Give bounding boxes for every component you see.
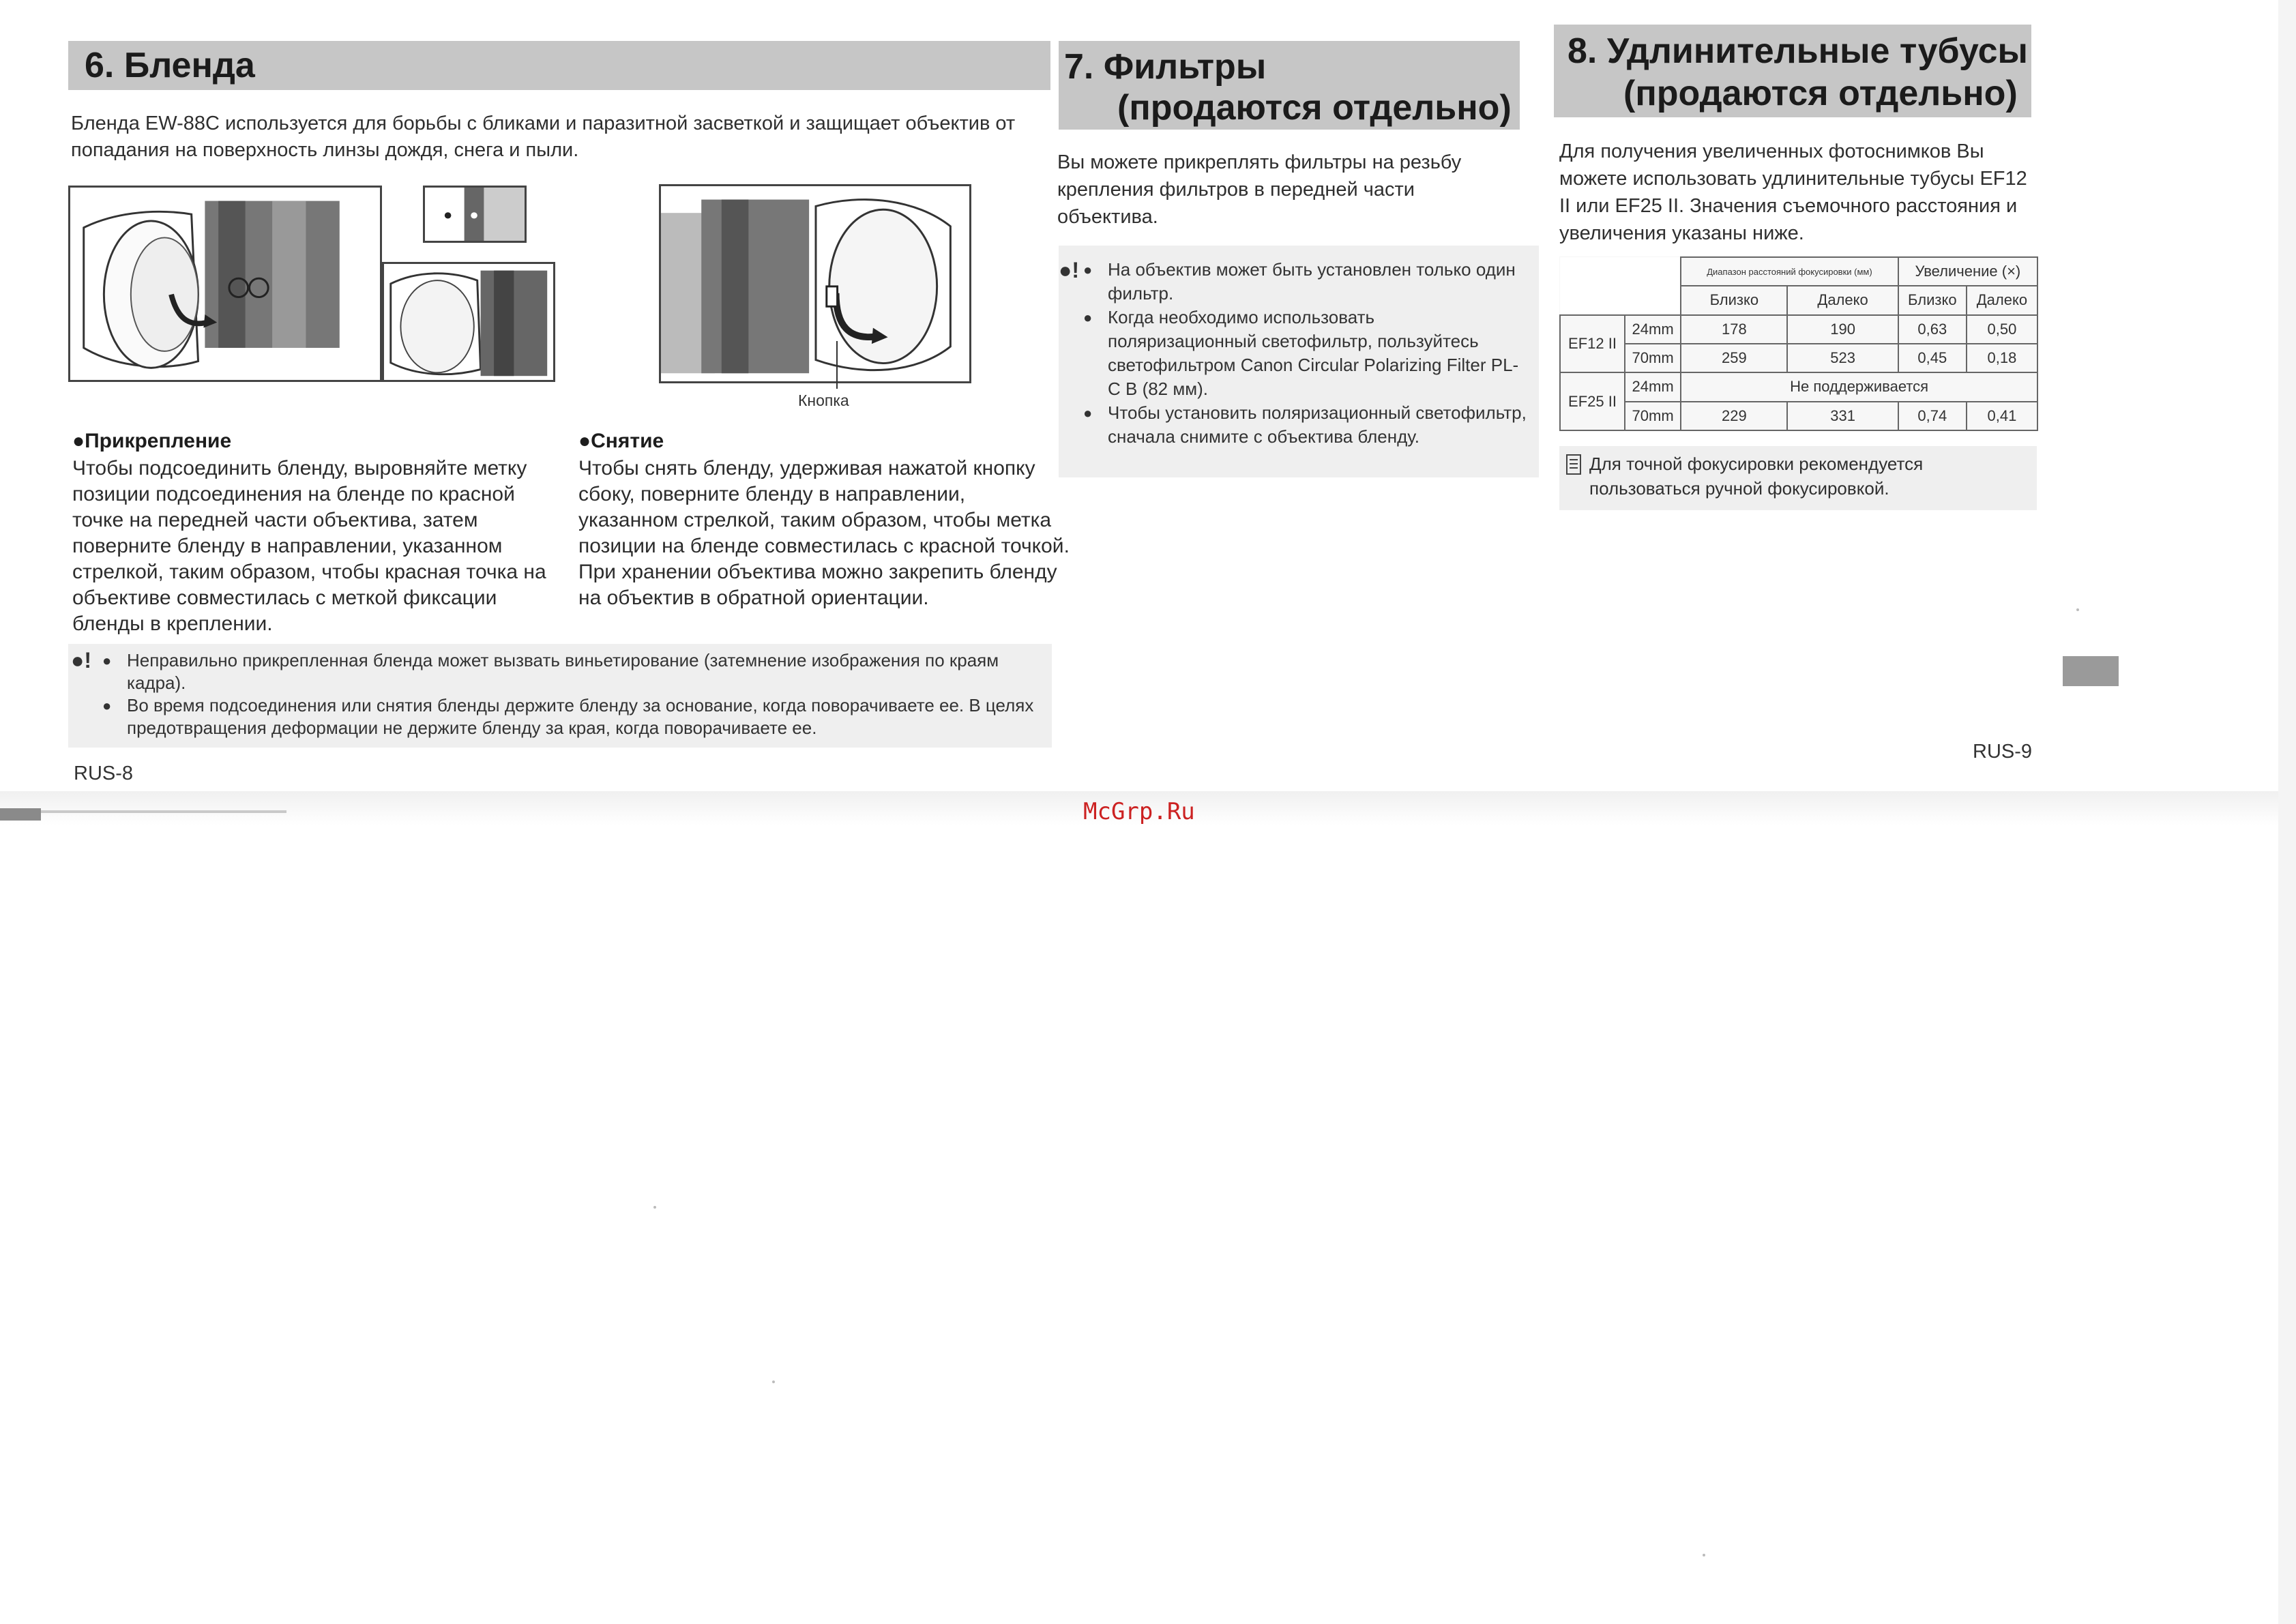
extension-tube-table bbox=[1559, 256, 2038, 431]
button-caption: Кнопка bbox=[798, 392, 849, 409]
caution-item: ● На объектив может быть установлен только один фильтр. bbox=[1083, 258, 1527, 306]
section-7-title bbox=[1059, 41, 1520, 130]
tube-name: EF25 II bbox=[1560, 372, 1625, 430]
near-distance: 178 bbox=[1681, 315, 1787, 344]
far-magnification: 0,50 bbox=[1967, 315, 2037, 344]
scan-speck bbox=[653, 1206, 656, 1209]
near-distance: 229 bbox=[1681, 402, 1787, 430]
caution-item: ● Когда необходимо использовать поляризационный светофильтр, пользуйтесь светофильтром Canon Circular Polarizing Filter PL-C B (82 мм). bbox=[1083, 306, 1527, 401]
caution-icon: ●! bbox=[1059, 258, 1079, 282]
scan-speck bbox=[772, 1381, 775, 1383]
section-8-title-line2: (продаются отдельно) bbox=[1623, 74, 2018, 113]
focal-length: 24mm bbox=[1625, 372, 1681, 401]
scan-fold-line bbox=[41, 810, 286, 813]
tube-name: EF12 II bbox=[1560, 315, 1625, 373]
memo-icon bbox=[1566, 454, 1581, 475]
near-magnification: 0,45 bbox=[1898, 344, 1967, 372]
caution-item: ● Неправильно прикрепленная бленда может вызвать виньетирование (затемнение изображения по краям кадра). bbox=[102, 649, 1050, 694]
table-row bbox=[1560, 372, 2037, 401]
caution-item: ● Чтобы установить поляризационный светофильтр, сначала снимите с объектива бленду. bbox=[1083, 401, 1527, 449]
col-near: Близко bbox=[1898, 286, 1967, 314]
section-6-intro: Бленда EW-88C используется для борьбы с бликами и паразитной засветкой и защищает объектив от попадания на поверхность линзы дождя, снега и пыли. bbox=[71, 113, 1016, 161]
section-tab-marker bbox=[2063, 656, 2119, 686]
remove-heading: ●Снятие bbox=[578, 430, 664, 452]
focal-length: 70mm bbox=[1625, 402, 1681, 430]
table-corner bbox=[1560, 286, 1681, 314]
section-7-title-line1: 7. Фильтры bbox=[1064, 47, 1267, 87]
hood-mounted-illustration bbox=[382, 262, 555, 382]
near-distance: 259 bbox=[1681, 344, 1787, 372]
col-near: Близко bbox=[1681, 286, 1787, 314]
table-row bbox=[1560, 344, 2037, 372]
button-callout-line bbox=[836, 341, 838, 389]
table-row bbox=[1560, 402, 2037, 430]
scan-speck bbox=[1703, 1554, 1705, 1556]
header-magnification: Увеличение (×) bbox=[1898, 257, 2037, 286]
far-distance: 331 bbox=[1787, 402, 1898, 430]
section-8-note: Для точной фокусировки рекомендуется пользоваться ручной фокусировкой. bbox=[1589, 454, 1924, 499]
far-magnification: 0,18 bbox=[1967, 344, 2037, 372]
hood-remove-illustration bbox=[659, 184, 971, 383]
alignment-mark-inset bbox=[423, 186, 527, 243]
caution-icon: ●! bbox=[71, 648, 91, 673]
scan-fold-edge bbox=[0, 808, 41, 821]
not-supported-cell: Не поддерживается bbox=[1681, 372, 2037, 401]
near-magnification: 0,74 bbox=[1898, 402, 1967, 430]
section-6-title: 6. Бленда bbox=[68, 41, 1050, 90]
far-magnification: 0,41 bbox=[1967, 402, 2037, 430]
hood-attach-illustration bbox=[68, 186, 382, 382]
far-distance: 190 bbox=[1787, 315, 1898, 344]
attach-heading: ●Прикрепление bbox=[72, 430, 232, 452]
table-subheader-row bbox=[1560, 286, 2037, 314]
page-number-left: RUS-8 bbox=[74, 763, 134, 784]
page-number-right: RUS-9 bbox=[1973, 741, 2033, 763]
table-row bbox=[1560, 315, 2037, 344]
focal-length: 24mm bbox=[1625, 315, 1681, 344]
scan-speck bbox=[2076, 608, 2079, 611]
section-6-caution-list bbox=[102, 649, 1050, 739]
focal-length: 70mm bbox=[1625, 344, 1681, 372]
caution-item: ● Во время подсоединения или снятия бленды держите бленду за основание, когда поворачиваете ее. В целях предотвращения деформации не держите бленду за края, когда поворачиваете ее. bbox=[102, 694, 1050, 739]
table-header-row bbox=[1560, 257, 2037, 286]
watermark: McGrp.Ru bbox=[1083, 798, 1195, 825]
col-far: Далеко bbox=[1967, 286, 2037, 314]
section-7-caution-list bbox=[1083, 258, 1527, 449]
near-magnification: 0,63 bbox=[1898, 315, 1967, 344]
remove-instructions: Чтобы снять бленду, удерживая нажатой кнопку сбоку, поверните бленду в направлении, указанном стрелкой, таким образом, чтобы метка позиции на бленде совместилась с красной точкой. При хранении объектива можно закрепить бленду на объектив в обратной ориентации. bbox=[578, 457, 1070, 609]
far-distance: 523 bbox=[1787, 344, 1898, 372]
section-7-intro: Вы можете прикреплять фильтры на резьбу крепления фильтров в передней части объектива. bbox=[1057, 151, 1462, 228]
section-7-title-line2: (продаются отдельно) bbox=[1117, 88, 1512, 128]
attach-instructions: Чтобы подсоединить бленду, выровняйте метку позиции подсоединения на бленде по красной точке на передней части объектива, затем поверните бленду в направлении, указанном стрелкой, таким образом, чтобы красная точка на объективе совместилась с меткой фиксации бленды в креплении. bbox=[72, 457, 546, 635]
section-8-title bbox=[1554, 25, 2031, 117]
section-8-intro: Для получения увеличенных фотоснимков Вы можете использовать удлинительные тубусы EF12 II или EF25 II. Значения съемочного расстояния и увеличения указаны ниже. bbox=[1559, 141, 2027, 244]
scan-margin bbox=[2278, 0, 2296, 1624]
header-focus-range: Диапазон расстояний фокусировки (мм) bbox=[1681, 257, 1898, 286]
section-8-title-line1: 8. Удлинительные тубусы bbox=[1568, 31, 2028, 71]
col-far: Далеко bbox=[1787, 286, 1898, 314]
table-corner bbox=[1560, 257, 1681, 286]
